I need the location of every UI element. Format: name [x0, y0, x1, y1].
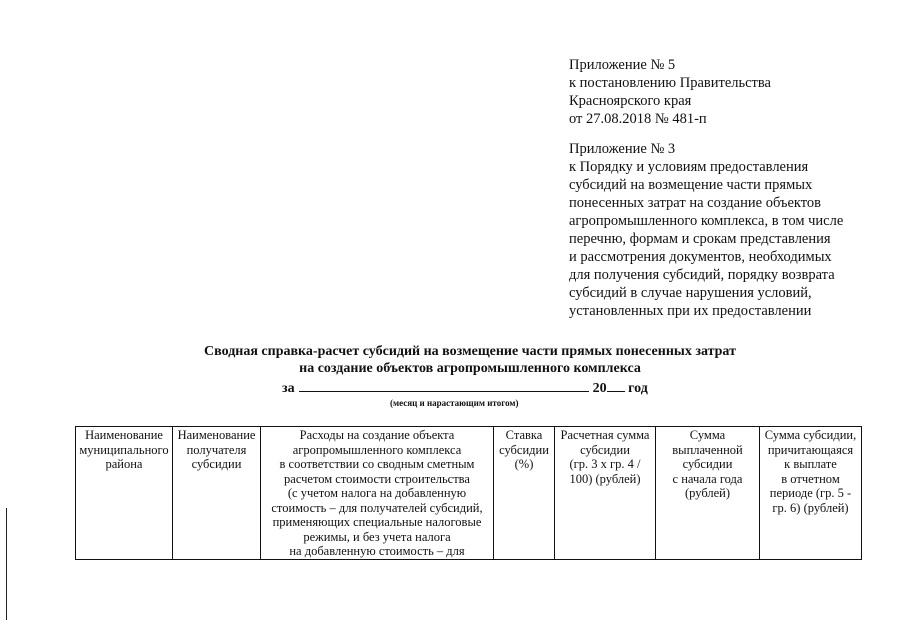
annex-3-line: агропромышленного комплекса, в том числе — [569, 213, 844, 229]
annex-5-header — [569, 56, 771, 128]
column-header-recipient: Наименование получателя субсидии — [173, 427, 261, 560]
period-row — [282, 378, 648, 397]
annex-5-line: от 27.08.2018 № 481-п — [569, 111, 707, 127]
title-line-2: на создание объектов агропромышленного комплекса — [299, 361, 641, 376]
period-prefix: за — [282, 381, 295, 396]
annex-3-line: Приложение № 3 — [569, 141, 676, 157]
annex-5-line: Приложение № 5 — [569, 57, 676, 73]
annex-3-line: субсидий на возмещение части прямых — [569, 177, 813, 193]
column-header-expenses: Расходы на создание объекта агропромышленного комплекса в соответствии со сводным сметным расчетом стоимости строительства (с учетом налога на добавленную стоимость – для получателей субсидий, применяющих специальные налоговые режимы, и без учета налога на добавленную стоимость – для — [261, 427, 494, 560]
subsidy-table — [75, 426, 862, 560]
annex-3-line: к Порядку и условиям предоставления — [569, 159, 809, 175]
annex-3-line: для получения субсидий, порядку возврата — [569, 267, 835, 283]
column-header-municipality: Наименование муниципального района — [76, 427, 173, 560]
period-blank-field — [299, 378, 589, 392]
column-header-due-sum: Сумма субсидии, причитающаяся к выплате в отчетном периоде (гр. 5 - гр. 6) (рублей) — [760, 427, 862, 560]
column-header-calculated-sum: Расчетная сумма субсидии (гр. 3 х гр. 4 / 100) (рублей) — [555, 427, 656, 560]
column-header-rate: Ставка субсидии (%) — [494, 427, 555, 560]
annex-3-line: понесенных затрат на создание объектов — [569, 195, 821, 211]
scan-margin-line — [6, 508, 7, 620]
annex-3-header — [569, 140, 843, 320]
table-header-row — [76, 427, 862, 560]
annex-5-line: Красноярского края — [569, 93, 692, 109]
annex-5-line: к постановлению Правительства — [569, 75, 771, 91]
period-note: (месяц и нарастающим итогом) — [390, 398, 519, 408]
annex-3-line: субсидий в случае нарушения условий, — [569, 285, 812, 301]
title-line-1: Сводная справка-расчет субсидий на возмещение части прямых понесенных затрат — [204, 344, 736, 359]
year-suffix: год — [628, 381, 648, 396]
annex-3-line: установленных при их предоставлении — [569, 303, 812, 319]
column-header-paid-sum: Сумма выплаченной субсидии с начала года (рублей) — [656, 427, 760, 560]
document-title — [150, 343, 790, 377]
annex-3-line: перечню, формам и срокам представления — [569, 231, 831, 247]
annex-3-line: и рассмотрения документов, необходимых — [569, 249, 832, 265]
year-prefix: 20 — [592, 381, 607, 396]
year-blank-field — [607, 378, 625, 392]
